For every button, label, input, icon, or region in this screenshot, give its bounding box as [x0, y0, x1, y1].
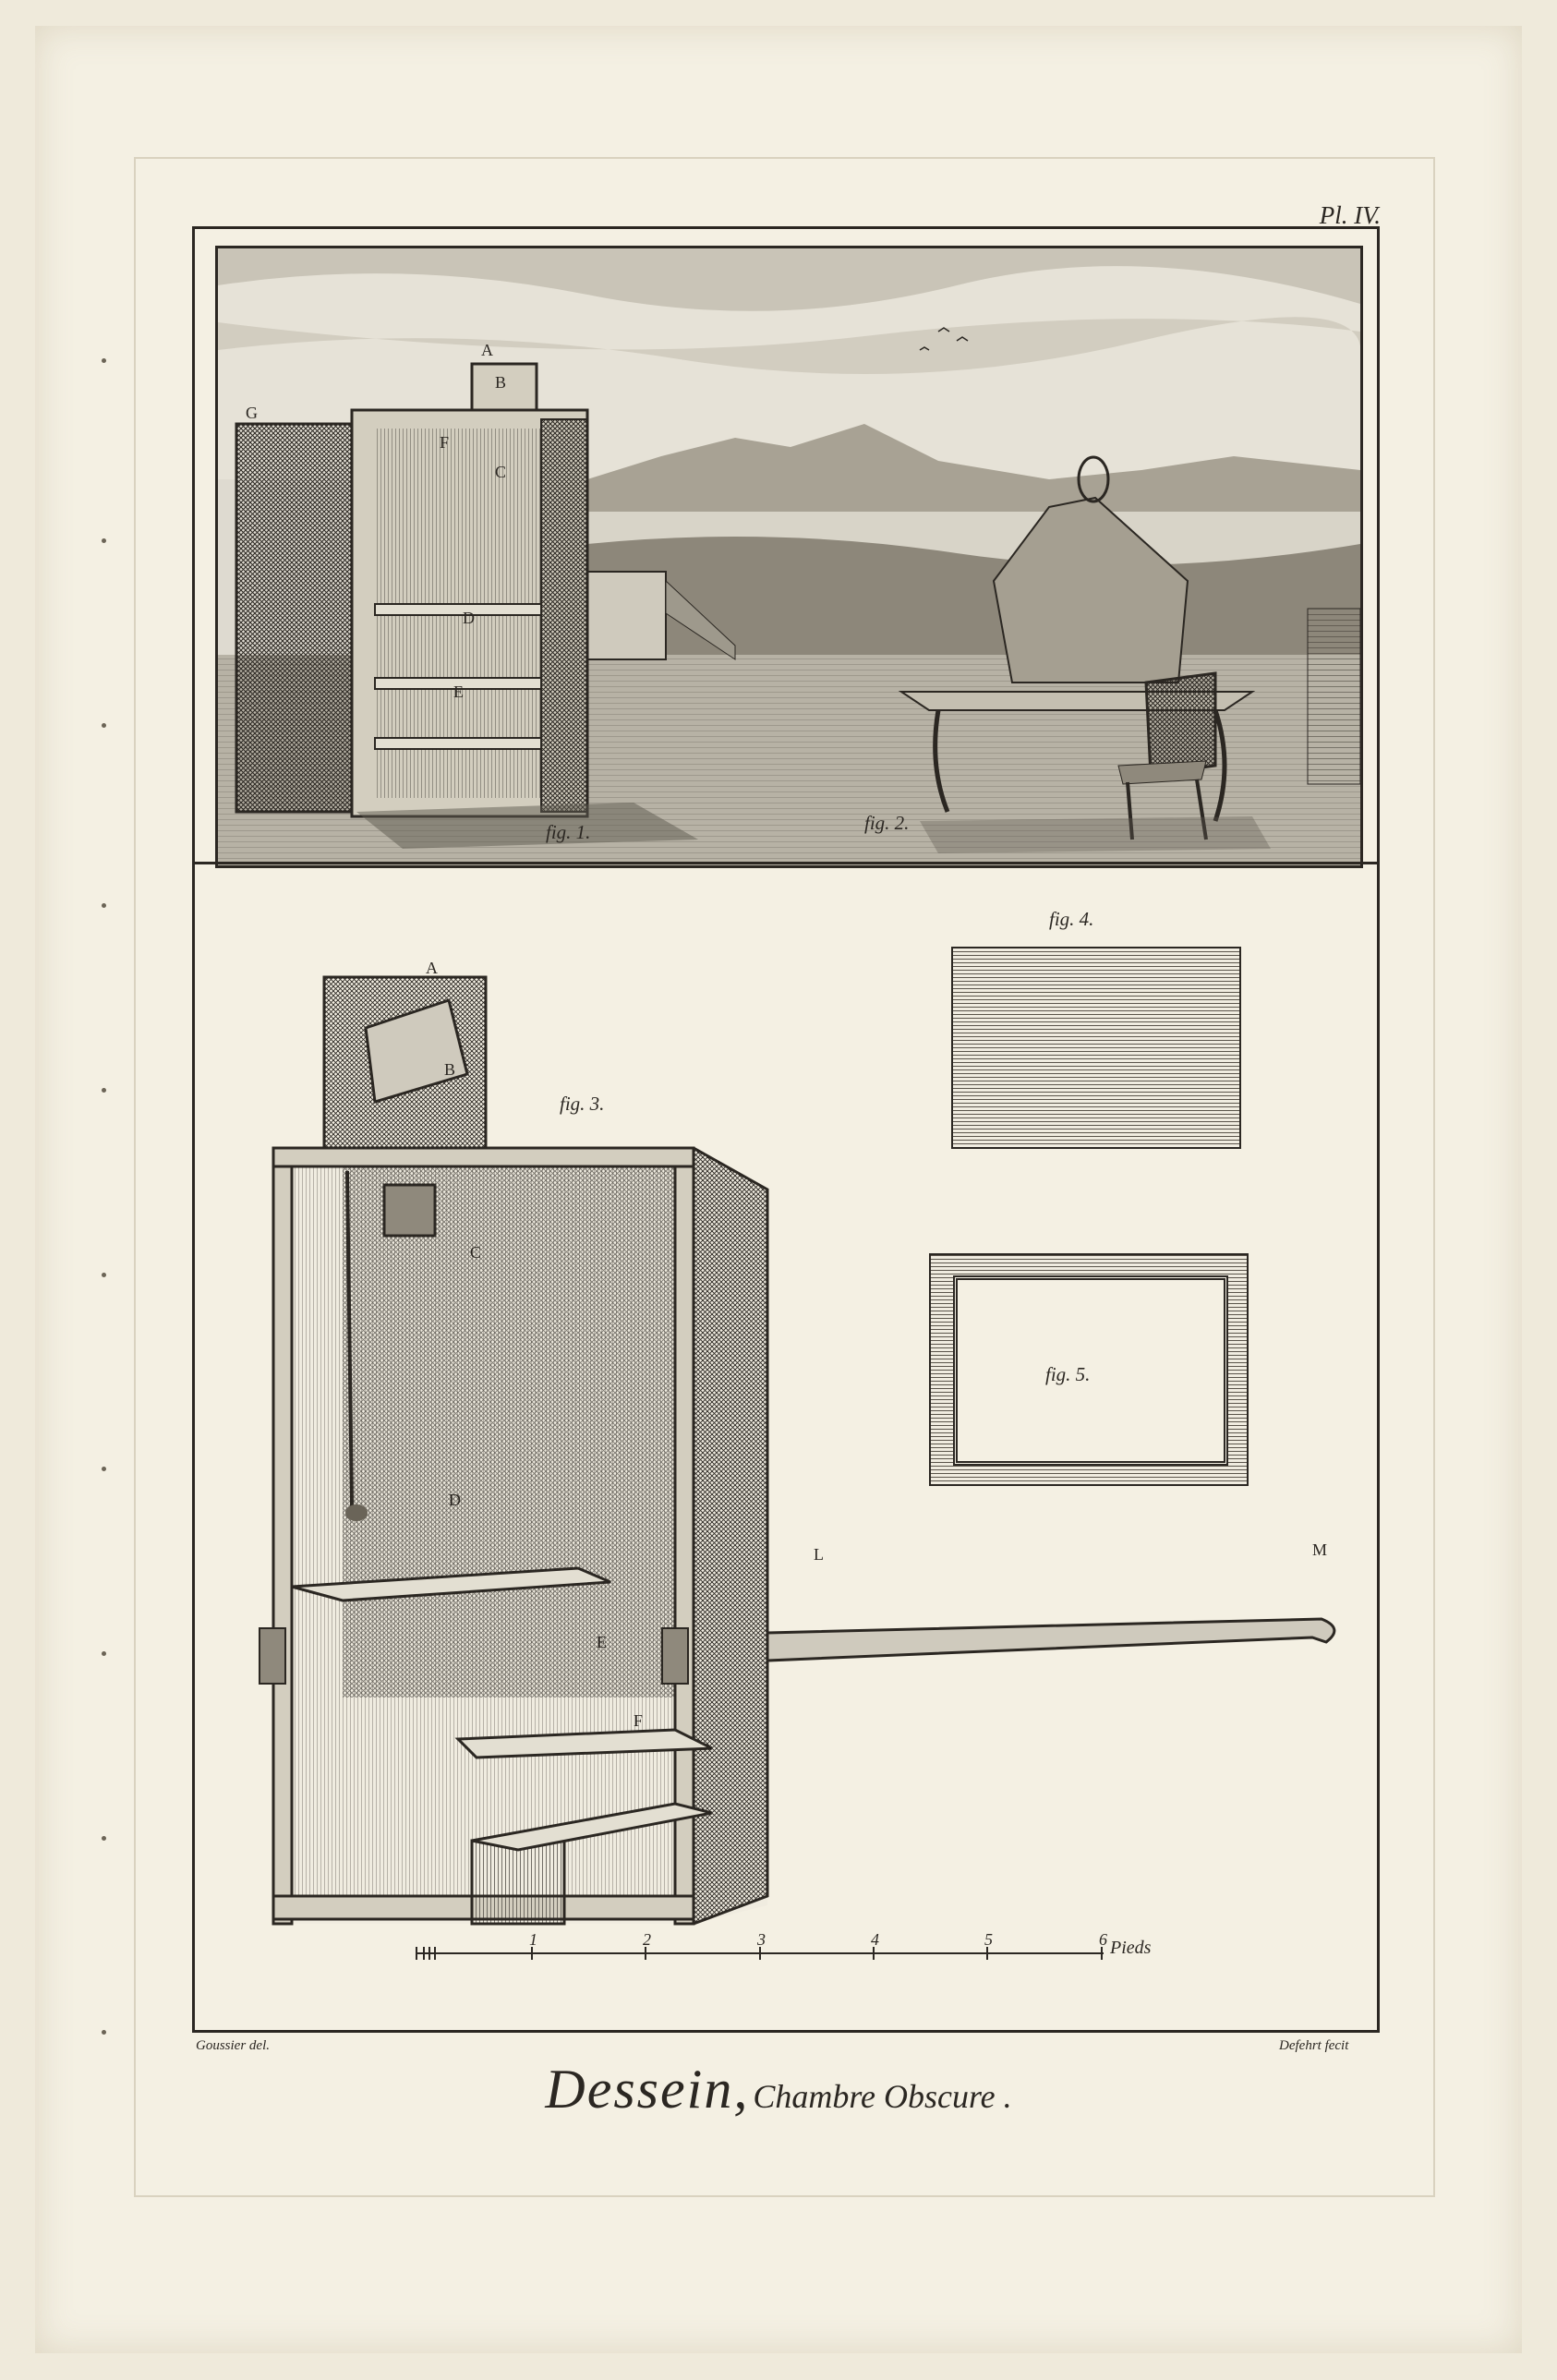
pin-hole: [102, 723, 106, 728]
label-d: D: [449, 1491, 461, 1509]
scale-bar: [416, 1930, 1107, 1967]
fig4-caption: fig. 4.: [1049, 908, 1094, 930]
fig5-frame: [929, 1253, 1249, 1486]
label-c: C: [495, 463, 507, 481]
credit-draftsman: Goussier del.: [196, 2038, 270, 2053]
label-l: L: [814, 1545, 824, 1564]
fig2-caption: fig. 2.: [864, 812, 910, 834]
scale-tick: [984, 1930, 993, 1960]
scale-tick: [757, 1930, 766, 1960]
pin-hole: [102, 903, 106, 908]
label-a: A: [426, 959, 438, 977]
pin-hole: [102, 1088, 106, 1093]
label-d: D: [463, 609, 475, 627]
label-m: M: [1312, 1540, 1328, 1559]
label-e: E: [597, 1633, 607, 1651]
title-sub: Chambre Obscure .: [753, 2078, 1012, 2115]
fig5-caption: fig. 5.: [1045, 1363, 1091, 1385]
title-main: Dessein,: [545, 2059, 750, 2120]
fig3-caption: fig. 3.: [560, 1093, 605, 1115]
scale-tick: [871, 1930, 879, 1960]
pin-hole: [102, 2030, 106, 2035]
fig5-frame-inner: [953, 1275, 1228, 1466]
scale-tick: [428, 1947, 430, 1960]
fig1-caption: fig. 1.: [546, 821, 591, 843]
scale-number: 2: [643, 1930, 651, 1949]
pin-hole: [102, 1651, 106, 1656]
scale-unit: Pieds: [1110, 1938, 1152, 1958]
scale-tick: [529, 1930, 537, 1960]
scale-tick: [643, 1930, 651, 1960]
panel-divider: [195, 862, 1377, 864]
scale-number: 4: [871, 1930, 879, 1949]
label-g: G: [246, 404, 258, 422]
label-b: B: [444, 1060, 456, 1079]
pin-hole: [102, 1467, 106, 1471]
pin-hole: [102, 538, 106, 543]
scale-tick: [1099, 1930, 1107, 1960]
scale-number: 6: [1099, 1930, 1107, 1949]
credit-engraver: Defehrt fecit: [1279, 2038, 1349, 2053]
label-f: F: [440, 433, 450, 452]
plate-number: Pl. IV.: [1319, 201, 1381, 229]
label-a: A: [481, 341, 493, 359]
scale-tick: [434, 1947, 436, 1960]
pin-hole: [102, 358, 106, 363]
pin-hole: [102, 1273, 106, 1277]
fig4-ruled-plate: [951, 947, 1241, 1149]
landscape-scene: [215, 246, 1363, 868]
scale-tick: [416, 1947, 417, 1960]
scale-tick: [423, 1947, 425, 1960]
label-e: E: [453, 683, 464, 701]
label-c: C: [470, 1243, 482, 1262]
scale-number: 1: [529, 1930, 537, 1949]
scale-number: 5: [984, 1930, 993, 1949]
scale-number: 3: [757, 1930, 766, 1949]
pin-hole: [102, 1836, 106, 1841]
label-f: F: [634, 1711, 644, 1730]
landscape-engraving: [218, 248, 1360, 865]
plate-title: [0, 2058, 1557, 2121]
label-b: B: [495, 373, 507, 392]
